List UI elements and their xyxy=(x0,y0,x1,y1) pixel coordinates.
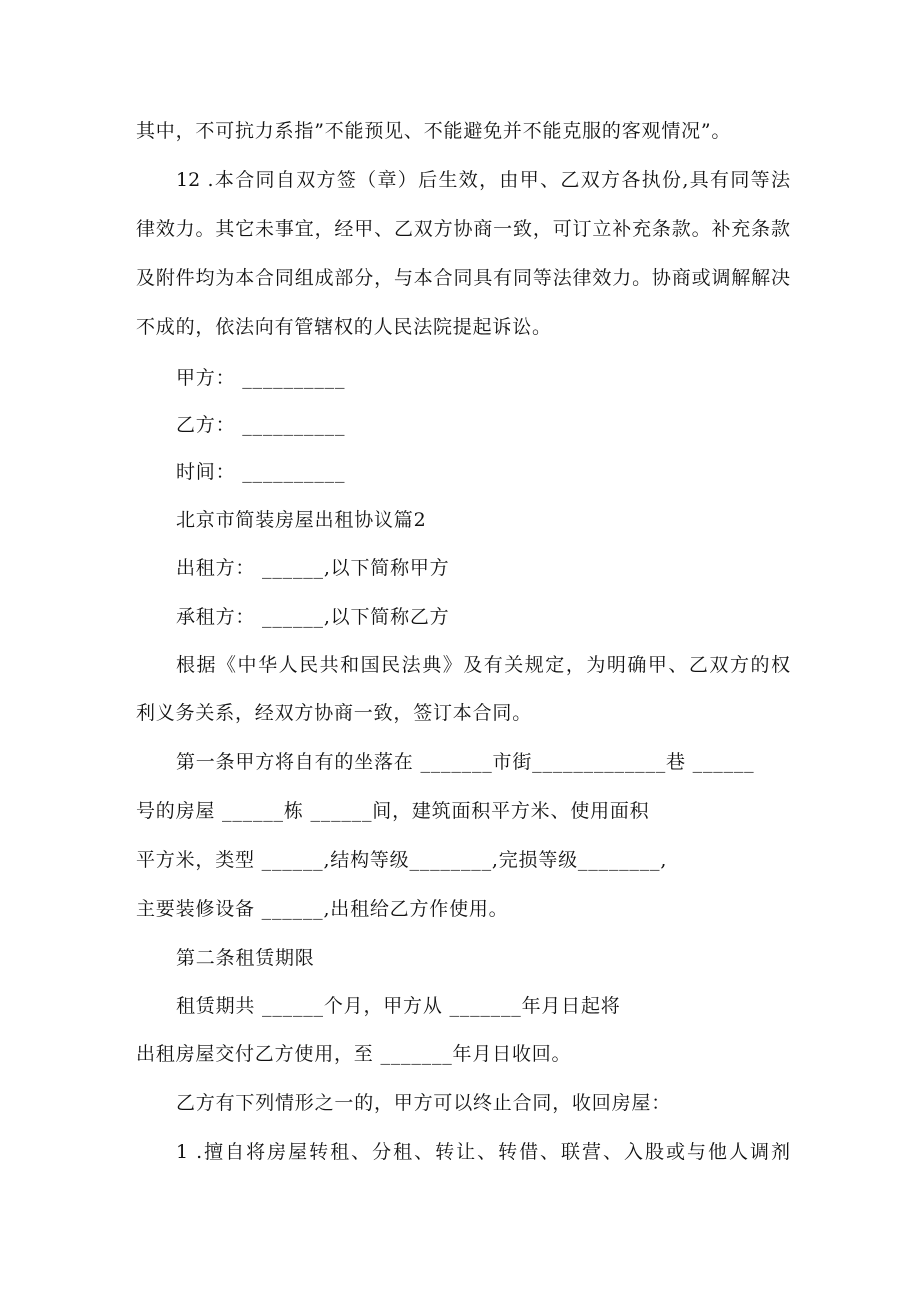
paragraph-line: 租赁期共 ______个月，甲方从 _______年月日起将 xyxy=(176,995,621,1017)
paragraph-line: 平方米，类型 ______,结构等级________,完损等级________, xyxy=(136,849,668,871)
section-heading: 第二条租赁期限 xyxy=(176,947,315,969)
signature-party-a: 甲方： __________ xyxy=(176,367,346,389)
section-title: 北京市简装房屋出租协议篇2 xyxy=(176,509,427,531)
paragraph-line: 利义务关系，经双方协商一致，签订本合同。 xyxy=(136,702,533,724)
paragraph-line: 承租方： ______,以下简称乙方 xyxy=(176,606,450,628)
paragraph-line: 律效力。其它未事宜，经甲、乙双方协商一致，可订立补充条款。补充条款 xyxy=(136,218,790,240)
signature-party-b: 乙方： __________ xyxy=(176,414,346,436)
paragraph-line: 出租房屋交付乙方使用，至 _______年月日收回。 xyxy=(136,1043,572,1065)
paragraph-line: 第一条甲方将自有的坐落在 _______市街_____________巷 ______ xyxy=(176,751,755,773)
paragraph-line: 乙方有下列情形之一的，甲方可以终止合同，收回房屋： xyxy=(176,1092,672,1114)
paragraph-line: 1 .擅自将房屋转租、分租、转让、转借、联营、入股或与他人调剂 xyxy=(176,1141,790,1163)
paragraph-line: 根据《中华人民共和国民法典》及有关规定，为明确甲、乙双方的权 xyxy=(176,654,790,676)
signature-date: 时间： __________ xyxy=(176,461,346,483)
paragraph-line: 不成的，依法向有管辖权的人民法院提起诉讼。 xyxy=(136,316,552,338)
paragraph-line: 及附件均为本合同组成部分，与本合同具有同等法律效力。协商或调解解决 xyxy=(136,267,790,289)
paragraph-line: 其中，不可抗力系指”不能预见、不能避免并不能克服的客观情况”。 xyxy=(136,120,732,142)
paragraph-line: 号的房屋 ______栋 ______间，建筑面积平方米、使用面积 xyxy=(136,800,650,822)
paragraph-line: 出租方： ______,以下简称甲方 xyxy=(176,557,450,579)
paragraph-line: 主要装修设备 ______,出租给乙方作使用。 xyxy=(136,898,509,920)
paragraph-line: 12 .本合同自双方签（章）后生效，由甲、乙双方各执份,具有同等法 xyxy=(176,169,790,191)
